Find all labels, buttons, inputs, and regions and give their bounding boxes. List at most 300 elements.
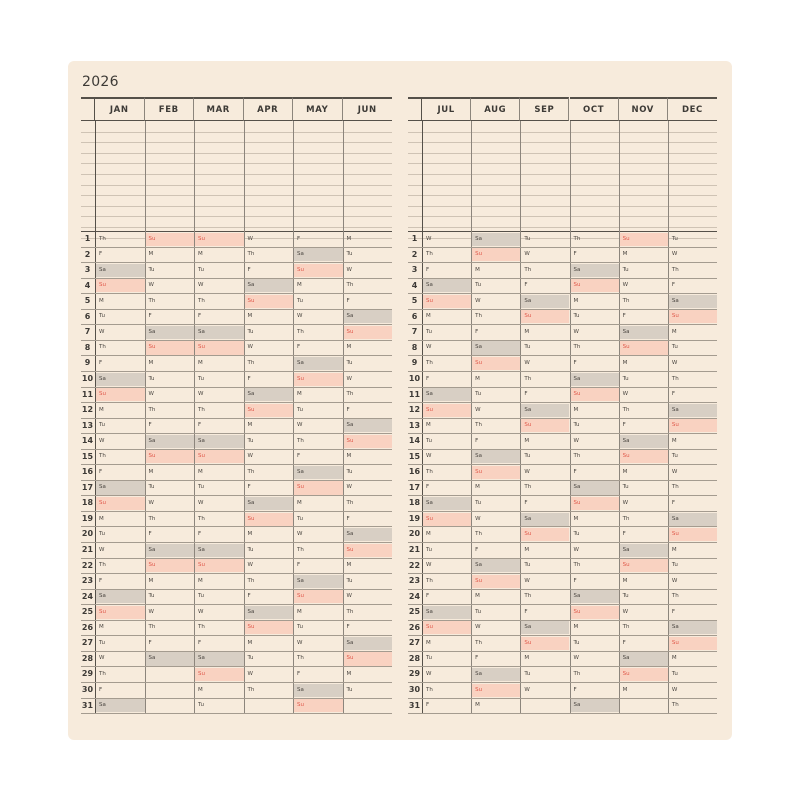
day-cell[interactable]: W xyxy=(247,235,253,242)
day-cell[interactable]: Th xyxy=(573,562,581,569)
day-cell[interactable]: Tu xyxy=(475,391,482,398)
day-cell[interactable]: F xyxy=(475,546,479,553)
day-cell[interactable]: W xyxy=(573,655,579,662)
day-cell[interactable]: Th xyxy=(622,515,630,522)
day-cell[interactable]: W xyxy=(297,639,303,646)
day-cell[interactable]: M xyxy=(346,671,352,677)
day-cell[interactable]: Th xyxy=(247,468,255,475)
day-cell[interactable]: Tu xyxy=(475,499,482,506)
day-cell[interactable]: F xyxy=(426,702,430,709)
day-cell[interactable]: Sa xyxy=(195,544,244,557)
day-cell[interactable]: Th xyxy=(247,686,255,693)
day-cell[interactable]: Th xyxy=(148,515,156,522)
day-cell[interactable]: Tu xyxy=(198,484,205,491)
day-cell[interactable]: F xyxy=(148,422,152,429)
day-cell[interactable]: Tu xyxy=(426,437,433,444)
day-cell[interactable]: W xyxy=(198,499,204,506)
day-cell[interactable]: F xyxy=(524,391,528,398)
day-cell[interactable]: Su xyxy=(195,450,244,463)
day-cell[interactable]: W xyxy=(297,422,303,429)
day-cell[interactable]: Th xyxy=(99,235,106,242)
day-cell[interactable]: M xyxy=(671,437,677,444)
day-cell[interactable]: W xyxy=(426,562,432,569)
day-cell[interactable]: Su xyxy=(195,668,244,681)
day-cell[interactable]: F xyxy=(99,686,103,693)
day-cell[interactable]: W xyxy=(99,546,105,553)
day-cell[interactable]: Su xyxy=(472,357,520,370)
day-cell[interactable]: Su xyxy=(344,326,393,339)
day-cell[interactable]: W xyxy=(524,686,530,693)
day-cell[interactable]: M xyxy=(622,577,628,584)
day-cell[interactable]: M xyxy=(297,499,302,506)
day-cell[interactable]: Th xyxy=(346,282,354,289)
day-cell[interactable]: W xyxy=(148,499,154,506)
day-cell[interactable]: Th xyxy=(622,297,630,304)
day-cell[interactable]: Su xyxy=(146,233,195,246)
day-cell[interactable]: Su xyxy=(472,684,520,697)
day-cell[interactable]: F xyxy=(475,328,479,335)
day-cell[interactable]: Tu xyxy=(346,468,353,475)
day-cell[interactable]: F xyxy=(99,251,103,258)
day-cell[interactable]: Tu xyxy=(99,422,106,429)
day-cell[interactable]: Tu xyxy=(573,531,580,538)
day-cell[interactable]: Su xyxy=(294,481,343,494)
day-cell[interactable]: W xyxy=(426,671,432,677)
day-cell[interactable]: W xyxy=(671,251,678,258)
day-cell[interactable]: W xyxy=(671,686,678,693)
day-cell[interactable]: Tu xyxy=(297,624,304,631)
day-cell[interactable]: Sa xyxy=(96,481,145,494)
day-cell[interactable]: F xyxy=(247,266,251,273)
day-cell[interactable]: M xyxy=(475,593,480,600)
day-cell[interactable]: M xyxy=(346,344,352,351)
day-cell[interactable]: Su xyxy=(571,279,619,292)
day-cell[interactable]: Su xyxy=(294,699,343,712)
day-cell[interactable]: W xyxy=(622,608,629,615)
day-cell[interactable]: Tu xyxy=(297,515,304,522)
day-cell[interactable]: Th xyxy=(524,484,532,491)
day-cell[interactable]: M xyxy=(671,655,677,662)
day-cell[interactable]: W xyxy=(148,608,154,615)
day-cell[interactable]: M xyxy=(148,468,154,475)
day-cell[interactable]: Th xyxy=(671,484,679,491)
day-cell[interactable]: Su xyxy=(195,233,244,246)
day-cell[interactable]: F xyxy=(297,453,301,460)
day-cell[interactable]: Tu xyxy=(346,686,353,693)
day-cell[interactable]: Tu xyxy=(426,546,433,553)
day-cell[interactable]: M xyxy=(198,360,203,366)
day-cell[interactable]: M xyxy=(297,608,302,615)
day-cell[interactable]: Sa xyxy=(669,513,717,526)
day-cell[interactable]: Tu xyxy=(247,655,254,662)
day-cell[interactable]: Sa xyxy=(423,497,471,510)
day-cell[interactable]: Th xyxy=(426,686,433,693)
day-cell[interactable]: Th xyxy=(247,360,255,366)
day-cell[interactable]: F xyxy=(573,468,577,475)
day-cell[interactable]: Th xyxy=(148,406,156,413)
day-cell[interactable]: Sa xyxy=(571,481,619,494)
day-cell[interactable]: Th xyxy=(524,593,532,600)
day-cell[interactable]: Th xyxy=(426,360,433,366)
day-cell[interactable]: Th xyxy=(426,468,433,475)
day-cell[interactable]: Tu xyxy=(671,344,678,351)
day-cell[interactable]: F xyxy=(671,282,675,289)
day-cell[interactable]: Tu xyxy=(622,593,629,600)
day-cell[interactable]: F xyxy=(99,577,103,584)
day-cell[interactable]: Sa xyxy=(620,326,668,339)
day-cell[interactable]: W xyxy=(426,235,432,242)
day-cell[interactable]: F xyxy=(573,251,577,258)
day-cell[interactable]: Th xyxy=(198,406,205,413)
day-cell[interactable]: F xyxy=(426,484,430,491)
day-cell[interactable]: W xyxy=(622,282,629,289)
day-cell[interactable]: Th xyxy=(297,546,304,553)
day-cell[interactable]: Tu xyxy=(524,453,531,460)
day-cell[interactable]: W xyxy=(346,266,352,273)
day-cell[interactable]: Sa xyxy=(521,621,569,634)
day-cell[interactable]: M xyxy=(573,406,579,413)
day-cell[interactable]: W xyxy=(247,562,253,569)
day-cell[interactable]: M xyxy=(148,360,154,366)
day-cell[interactable]: Tu xyxy=(573,639,580,646)
day-cell[interactable]: Tu xyxy=(671,671,678,677)
day-cell[interactable]: W xyxy=(524,360,530,366)
day-cell[interactable]: Tu xyxy=(198,266,205,273)
day-cell[interactable]: Su xyxy=(294,373,343,386)
day-cell[interactable]: F xyxy=(524,499,528,506)
day-cell[interactable]: Su xyxy=(620,341,668,354)
day-cell[interactable]: Th xyxy=(297,328,304,335)
day-cell[interactable]: W xyxy=(671,577,678,584)
day-cell[interactable]: M xyxy=(524,546,530,553)
day-cell[interactable]: W xyxy=(622,391,629,398)
day-cell[interactable]: Su xyxy=(245,404,294,417)
day-cell[interactable]: F xyxy=(297,235,301,242)
day-cell[interactable]: W xyxy=(346,593,352,600)
day-cell[interactable]: Th xyxy=(148,297,156,304)
day-cell[interactable]: F xyxy=(671,608,675,615)
day-cell[interactable]: M xyxy=(622,360,628,366)
day-cell[interactable]: Su xyxy=(521,419,569,432)
day-cell[interactable]: F xyxy=(573,686,577,693)
day-cell[interactable]: Su xyxy=(423,404,471,417)
day-cell[interactable]: Su xyxy=(571,497,619,510)
day-cell[interactable]: Th xyxy=(573,344,581,351)
day-cell[interactable]: Th xyxy=(346,608,354,615)
day-cell[interactable]: Sa xyxy=(294,466,343,479)
day-cell[interactable]: M xyxy=(198,686,203,693)
day-cell[interactable]: Sa xyxy=(195,326,244,339)
day-cell[interactable]: M xyxy=(198,251,203,258)
day-cell[interactable]: M xyxy=(198,577,203,584)
day-cell[interactable]: M xyxy=(671,546,677,553)
day-cell[interactable]: F xyxy=(622,639,626,646)
day-cell[interactable]: M xyxy=(346,453,352,460)
day-cell[interactable]: F xyxy=(247,593,251,600)
day-cell[interactable]: Th xyxy=(671,702,679,709)
day-cell[interactable]: Su xyxy=(669,637,717,650)
day-cell[interactable]: Th xyxy=(573,453,581,460)
day-cell[interactable]: Tu xyxy=(297,297,304,304)
day-cell[interactable]: Su xyxy=(571,606,619,619)
day-cell[interactable]: W xyxy=(346,375,352,382)
day-cell[interactable]: Sa xyxy=(96,699,145,712)
day-cell[interactable]: Tu xyxy=(148,484,155,491)
day-cell[interactable]: M xyxy=(247,422,253,429)
day-cell[interactable]: M xyxy=(426,422,431,429)
day-cell[interactable]: Tu xyxy=(198,702,205,709)
day-cell[interactable]: W xyxy=(573,546,579,553)
day-cell[interactable]: M xyxy=(622,468,628,475)
day-cell[interactable]: Tu xyxy=(148,375,155,382)
day-cell[interactable]: Sa xyxy=(245,497,294,510)
day-cell[interactable]: F xyxy=(671,499,675,506)
day-cell[interactable]: W xyxy=(99,437,105,444)
day-cell[interactable]: Th xyxy=(671,266,679,273)
day-cell[interactable]: Tu xyxy=(573,313,580,320)
day-cell[interactable]: Su xyxy=(195,341,244,354)
day-cell[interactable]: Sa xyxy=(294,357,343,370)
day-cell[interactable]: W xyxy=(426,453,432,460)
day-cell[interactable]: W xyxy=(198,282,204,289)
day-cell[interactable]: F xyxy=(99,468,103,475)
day-cell[interactable]: Su xyxy=(96,388,145,401)
day-cell[interactable]: Tu xyxy=(671,453,678,460)
day-cell[interactable]: Sa xyxy=(620,544,668,557)
day-cell[interactable]: M xyxy=(622,251,628,258)
day-cell[interactable]: Su xyxy=(423,295,471,308)
day-cell[interactable]: M xyxy=(524,655,530,662)
day-cell[interactable]: Tu xyxy=(524,671,531,677)
day-cell[interactable]: Tu xyxy=(524,562,531,569)
day-cell[interactable]: Th xyxy=(671,375,679,382)
day-cell[interactable]: Th xyxy=(297,655,304,662)
day-cell[interactable]: Su xyxy=(245,295,294,308)
day-cell[interactable]: Tu xyxy=(573,422,580,429)
day-cell[interactable]: F xyxy=(346,624,350,631)
day-cell[interactable]: F xyxy=(148,531,152,538)
day-cell[interactable]: W xyxy=(573,437,579,444)
day-cell[interactable]: Tu xyxy=(622,484,629,491)
day-cell[interactable]: Su xyxy=(521,310,569,323)
day-cell[interactable]: Su xyxy=(423,621,471,634)
day-cell[interactable]: Su xyxy=(423,513,471,526)
day-cell[interactable]: M xyxy=(475,266,480,273)
day-cell[interactable]: Tu xyxy=(247,437,254,444)
day-cell[interactable]: Sa xyxy=(521,513,569,526)
day-cell[interactable]: Th xyxy=(297,437,304,444)
day-cell[interactable]: Su xyxy=(245,621,294,634)
day-cell[interactable]: Th xyxy=(622,624,630,631)
day-cell[interactable]: Su xyxy=(294,590,343,603)
day-cell[interactable]: M xyxy=(671,328,677,335)
day-cell[interactable]: Tu xyxy=(247,328,254,335)
day-cell[interactable]: W xyxy=(148,282,154,289)
day-cell[interactable]: M xyxy=(573,624,579,631)
day-cell[interactable]: M xyxy=(346,562,352,569)
day-cell[interactable]: W xyxy=(622,499,629,506)
day-cell[interactable]: Su xyxy=(472,575,520,588)
day-cell[interactable]: Th xyxy=(99,671,106,677)
day-cell[interactable]: M xyxy=(198,468,203,475)
day-cell[interactable]: Sa xyxy=(96,590,145,603)
day-cell[interactable]: M xyxy=(297,282,302,289)
day-cell[interactable]: W xyxy=(99,328,105,335)
day-cell[interactable]: Sa xyxy=(294,575,343,588)
day-cell[interactable]: Su xyxy=(146,341,195,354)
day-cell[interactable]: Sa xyxy=(423,279,471,292)
day-cell[interactable]: Tu xyxy=(346,577,353,584)
day-cell[interactable]: Sa xyxy=(344,637,393,650)
day-cell[interactable]: F xyxy=(247,375,251,382)
day-cell[interactable]: W xyxy=(148,391,154,398)
day-cell[interactable]: Su xyxy=(571,388,619,401)
day-cell[interactable]: W xyxy=(524,577,530,584)
day-cell[interactable]: Sa xyxy=(571,590,619,603)
day-cell[interactable]: Th xyxy=(198,297,205,304)
day-cell[interactable]: W xyxy=(247,453,253,460)
day-cell[interactable]: Tu xyxy=(524,344,531,351)
day-cell[interactable]: Tu xyxy=(671,562,678,569)
day-cell[interactable]: Sa xyxy=(423,388,471,401)
day-cell[interactable]: M xyxy=(99,515,104,522)
day-cell[interactable]: F xyxy=(247,484,251,491)
day-cell[interactable]: F xyxy=(99,360,103,366)
day-cell[interactable]: Sa xyxy=(245,279,294,292)
day-cell[interactable]: Sa xyxy=(96,264,145,277)
day-cell[interactable]: Tu xyxy=(99,639,106,646)
day-cell[interactable]: W xyxy=(671,468,678,475)
day-cell[interactable]: Tu xyxy=(198,375,205,382)
day-cell[interactable]: M xyxy=(573,515,579,522)
day-cell[interactable]: F xyxy=(346,406,350,413)
day-cell[interactable]: F xyxy=(573,360,577,366)
day-cell[interactable]: F xyxy=(297,671,301,677)
day-cell[interactable]: W xyxy=(426,344,432,351)
day-cell[interactable]: Sa xyxy=(294,684,343,697)
day-cell[interactable]: W xyxy=(475,515,481,522)
day-cell[interactable]: Su xyxy=(669,528,717,541)
day-cell[interactable]: Th xyxy=(622,406,630,413)
day-cell[interactable]: Th xyxy=(148,624,156,631)
day-cell[interactable]: Su xyxy=(195,559,244,572)
day-cell[interactable]: Th xyxy=(198,624,205,631)
day-cell[interactable]: F xyxy=(297,344,301,351)
day-cell[interactable]: Tu xyxy=(148,593,155,600)
day-cell[interactable]: W xyxy=(475,297,481,304)
day-cell[interactable]: Su xyxy=(669,310,717,323)
day-cell[interactable]: Su xyxy=(294,264,343,277)
day-cell[interactable]: Sa xyxy=(146,544,195,557)
day-cell[interactable]: F xyxy=(671,391,675,398)
day-cell[interactable]: M xyxy=(426,531,431,538)
day-cell[interactable]: Tu xyxy=(475,282,482,289)
day-cell[interactable]: Tu xyxy=(426,655,433,662)
day-cell[interactable]: Sa xyxy=(195,652,244,665)
day-cell[interactable]: F xyxy=(573,577,577,584)
day-cell[interactable]: M xyxy=(99,297,104,304)
day-cell[interactable]: F xyxy=(475,655,479,662)
day-cell[interactable]: M xyxy=(475,375,480,382)
day-cell[interactable]: Su xyxy=(146,559,195,572)
day-cell[interactable]: Th xyxy=(475,531,483,538)
day-cell[interactable]: Su xyxy=(521,528,569,541)
day-cell[interactable]: F xyxy=(297,562,301,569)
day-cell[interactable]: Tu xyxy=(426,328,433,335)
day-cell[interactable]: M xyxy=(247,531,253,538)
day-cell[interactable]: Sa xyxy=(521,404,569,417)
day-cell[interactable]: Tu xyxy=(622,375,629,382)
day-cell[interactable]: F xyxy=(198,313,202,320)
day-cell[interactable]: M xyxy=(524,437,530,444)
day-cell[interactable]: F xyxy=(198,422,202,429)
day-cell[interactable]: M xyxy=(426,313,431,320)
day-cell[interactable]: Sa xyxy=(96,373,145,386)
day-cell[interactable]: Su xyxy=(472,248,520,261)
day-cell[interactable]: F xyxy=(524,608,528,615)
day-cell[interactable]: Th xyxy=(426,577,433,584)
day-cell[interactable]: W xyxy=(524,468,530,475)
day-cell[interactable]: M xyxy=(573,297,579,304)
day-cell[interactable]: Su xyxy=(344,544,393,557)
day-cell[interactable]: F xyxy=(346,297,350,304)
day-cell[interactable]: Sa xyxy=(571,699,619,712)
day-cell[interactable]: Sa xyxy=(472,341,520,354)
day-cell[interactable]: Sa xyxy=(472,668,520,681)
day-cell[interactable]: Tu xyxy=(99,313,106,320)
day-cell[interactable]: Tu xyxy=(671,235,678,242)
day-cell[interactable]: Sa xyxy=(620,435,668,448)
day-cell[interactable]: Th xyxy=(198,515,205,522)
day-cell[interactable]: F xyxy=(198,531,202,538)
day-cell[interactable]: F xyxy=(622,313,626,320)
day-cell[interactable]: M xyxy=(148,251,154,258)
day-cell[interactable]: F xyxy=(524,282,528,289)
day-cell[interactable]: Tu xyxy=(198,593,205,600)
day-cell[interactable]: F xyxy=(198,639,202,646)
day-cell[interactable]: Th xyxy=(475,313,483,320)
day-cell[interactable]: Sa xyxy=(146,435,195,448)
day-cell[interactable]: M xyxy=(475,702,480,709)
day-cell[interactable]: Su xyxy=(620,559,668,572)
day-cell[interactable]: Sa xyxy=(669,621,717,634)
day-cell[interactable]: Th xyxy=(524,266,532,273)
day-cell[interactable]: W xyxy=(198,391,204,398)
day-cell[interactable]: Sa xyxy=(146,326,195,339)
day-cell[interactable]: Th xyxy=(573,671,581,677)
day-cell[interactable]: Su xyxy=(96,497,145,510)
day-cell[interactable]: F xyxy=(426,266,430,273)
day-cell[interactable]: Th xyxy=(346,499,354,506)
day-cell[interactable]: Sa xyxy=(521,295,569,308)
day-cell[interactable]: Th xyxy=(671,593,679,600)
day-cell[interactable]: Su xyxy=(344,435,393,448)
day-cell[interactable]: Th xyxy=(346,391,354,398)
day-cell[interactable]: W xyxy=(573,328,579,335)
day-cell[interactable]: Sa xyxy=(472,450,520,463)
day-cell[interactable]: M xyxy=(99,624,104,631)
day-cell[interactable]: Th xyxy=(99,562,106,569)
day-cell[interactable]: Sa xyxy=(344,310,393,323)
day-cell[interactable]: Sa xyxy=(669,404,717,417)
day-cell[interactable]: Sa xyxy=(571,373,619,386)
day-cell[interactable]: Sa xyxy=(472,233,520,246)
day-cell[interactable]: Su xyxy=(245,513,294,526)
day-cell[interactable]: Su xyxy=(620,450,668,463)
day-cell[interactable]: Tu xyxy=(346,251,353,258)
day-cell[interactable]: Tu xyxy=(622,266,629,273)
day-cell[interactable]: F xyxy=(426,593,430,600)
